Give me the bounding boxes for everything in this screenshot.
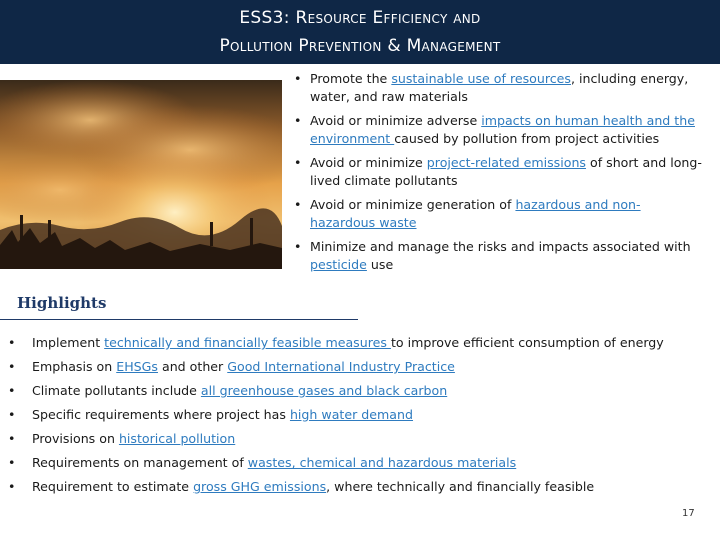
bullet-marker: •: [294, 197, 302, 212]
bullet-text: Avoid or minimize adverse: [310, 113, 482, 128]
sunset-smoke-photo: [0, 80, 282, 269]
bullet-marker: •: [8, 431, 16, 446]
hyperlink[interactable]: pesticide: [310, 257, 367, 272]
page-number: 17: [682, 508, 695, 519]
bullet-text: to improve efficient consumption of energy: [390, 335, 664, 350]
bullet-text: , including energy, water, and raw materials: [310, 71, 689, 104]
title-line-2-text: Pollution Prevention & Management: [219, 36, 501, 56]
bullet-marker: •: [8, 479, 16, 494]
hyperlink[interactable]: project-related emissions: [426, 155, 586, 170]
bullet-text: of short and long-lived climate pollutants: [310, 155, 702, 188]
highlight-item: [8, 430, 668, 448]
bullet-text: and other: [157, 359, 228, 374]
slide-title-line-1: [0, 8, 720, 28]
hyperlink[interactable]: EHSGs: [116, 359, 158, 374]
objective-item: [292, 70, 704, 106]
hyperlink[interactable]: hazardous and non-hazardous waste: [310, 197, 641, 230]
highlights-heading: Highlights: [17, 294, 107, 312]
bullet-text: Specific requirements where project has: [32, 407, 290, 422]
highlight-item: [8, 382, 668, 400]
slide-title-bar: [0, 0, 720, 64]
bullet-marker: •: [294, 155, 302, 170]
hyperlink[interactable]: high water demand: [289, 407, 414, 422]
photo-illustration: [0, 80, 282, 269]
bullet-text: caused by pollution from project activities: [394, 131, 660, 146]
bullet-text: Promote the: [310, 71, 392, 86]
highlight-item: [8, 334, 668, 352]
bullet-text: , where technically and financially feasible: [326, 479, 595, 494]
hyperlink[interactable]: historical pollution: [118, 431, 236, 446]
hyperlink[interactable]: gross GHG emissions: [193, 479, 327, 494]
slide-title-line-2: [0, 36, 720, 56]
bullet-marker: •: [294, 71, 302, 86]
bullet-marker: •: [8, 455, 16, 470]
hyperlink[interactable]: wastes, chemical and hazardous materials: [247, 455, 517, 470]
title-line-1-text: Resource Efficiency and: [295, 8, 481, 28]
bullet-marker: •: [294, 113, 302, 128]
highlight-item: [8, 478, 668, 496]
bullet-marker: •: [8, 359, 16, 374]
objective-item: [292, 238, 704, 274]
hyperlink[interactable]: sustainable use of resources: [391, 71, 571, 86]
bullet-text: Requirements on management of: [32, 455, 248, 470]
bullet-text: Climate pollutants include: [32, 383, 201, 398]
objectives-list: [292, 70, 704, 280]
bullet-marker: •: [8, 383, 16, 398]
highlight-item: [8, 406, 668, 424]
hyperlink[interactable]: Good International Industry Practice: [227, 359, 455, 374]
title-ess-number: 3:: [272, 8, 296, 28]
bullet-marker: •: [294, 239, 302, 254]
bullet-text: Implement: [32, 335, 105, 350]
objective-item: [292, 154, 704, 190]
objective-item: [292, 112, 704, 148]
highlights-list: [8, 334, 668, 502]
bullet-text: Provisions on: [32, 431, 119, 446]
bullet-text: Requirement to estimate: [32, 479, 194, 494]
title-ess-label: ESS: [239, 8, 273, 28]
hyperlink[interactable]: all greenhouse gases and black carbon: [200, 383, 448, 398]
bullet-marker: •: [8, 407, 16, 422]
hyperlink[interactable]: technically and financially feasible measures: [104, 335, 391, 350]
bullet-text: Avoid or minimize generation of: [310, 197, 516, 212]
highlight-item: [8, 454, 668, 472]
bullet-marker: •: [8, 335, 16, 350]
hyperlink[interactable]: impacts on human health and the environment: [310, 113, 695, 146]
bullet-text: Minimize and manage the risks and impacts associated with: [310, 239, 691, 254]
bullet-text: Avoid or minimize: [310, 155, 427, 170]
bullet-text: Emphasis on: [32, 359, 117, 374]
highlights-divider: [0, 319, 358, 320]
objective-item: [292, 196, 704, 232]
highlight-item: [8, 358, 668, 376]
bullet-text: use: [366, 257, 394, 272]
